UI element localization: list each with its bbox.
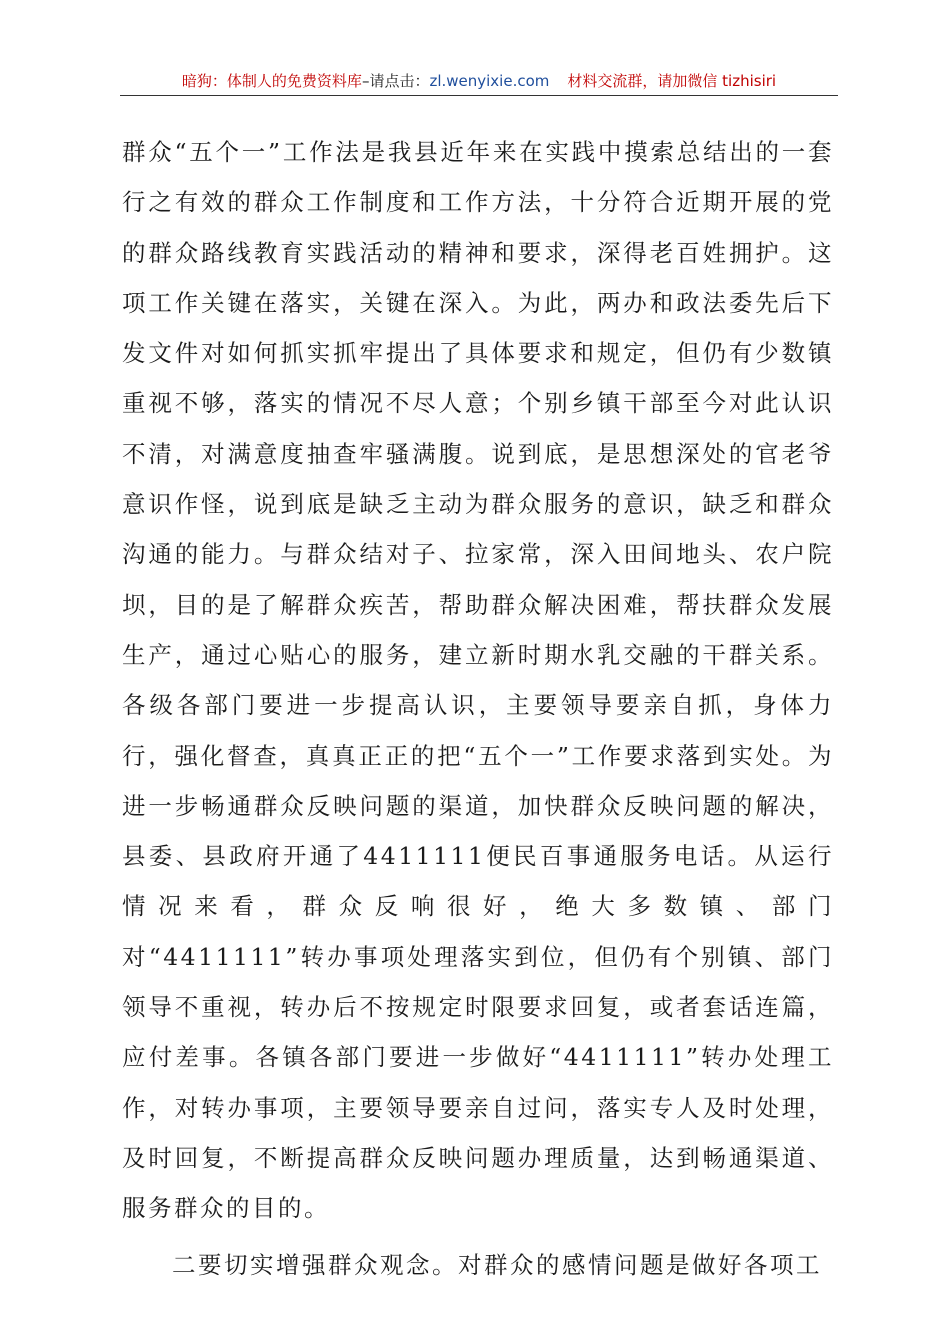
document-body [122, 127, 834, 1290]
click-label: –请点击： [361, 72, 430, 90]
site-url-link[interactable]: zl.wenyixie.com [429, 72, 550, 90]
page-header [120, 70, 838, 94]
header-divider [120, 95, 838, 96]
body-paragraph-2: 二要切实增强群众观念。对群众的感情问题是做好各项工 [172, 1250, 822, 1279]
site-label: 暗狗：体制人的免费资料库 [181, 72, 362, 90]
body-paragraph-1: 群众“五个一”工作法是我县近年来在实践中摸索总结出的一套行之有效的群众工作制度和工作方法，十分符合近期开展的党的群众路线教育实践活动的精神和要求，深得老百姓拥护。这项工作关键在落实，关键在深入。为此，两办和政法委先后下发文件对如何抓实抓牢提出了具体要求和规定，但仍有少数镇重视不够，落实的情况不尽人意；个别乡镇干部至今对此认识不清，对满意度抽查牢骚满腹。说到底，是思想深处的官老爷意识作怪，说到底是缺乏主动为群众服务的意识，缺乏和群众沟通的能力。与群众结对子、拉家常，深入田间地头、农户院坝，目的是了解群众疾苦，帮助群众解决困难，帮扶群众发展生产，通过心贴心的服务，建立新时期水乳交融的干群关系。各级各部门要进一步提高认识，主要领导要亲自抓，身体力行，强化督查，真真正正的把“五个一”工作要求落到实处。为进一步畅通群众反映问题的渠道，加快群众反映问题的解决，县委、县政府开通了4411111便民百事通服务电话。从运行情况来看，群众反响很好，绝大多数镇、部门对“4411111”转办事项处理落实到位，但仍有个别镇、部门领导不重视，转办后不按规定时限要求回复，或者套话连篇，应付差事。各镇各部门要进一步做好“4411111”转办处理工作，对转办事项，主要领导要亲自过问，落实专人及时处理，及时回复，不断提高群众反映问题办理质量，达到畅通渠道、服务群众的目的。 [122, 138, 834, 1223]
group-label: 材料交流群，请加微信 tizhisiri [567, 72, 777, 90]
